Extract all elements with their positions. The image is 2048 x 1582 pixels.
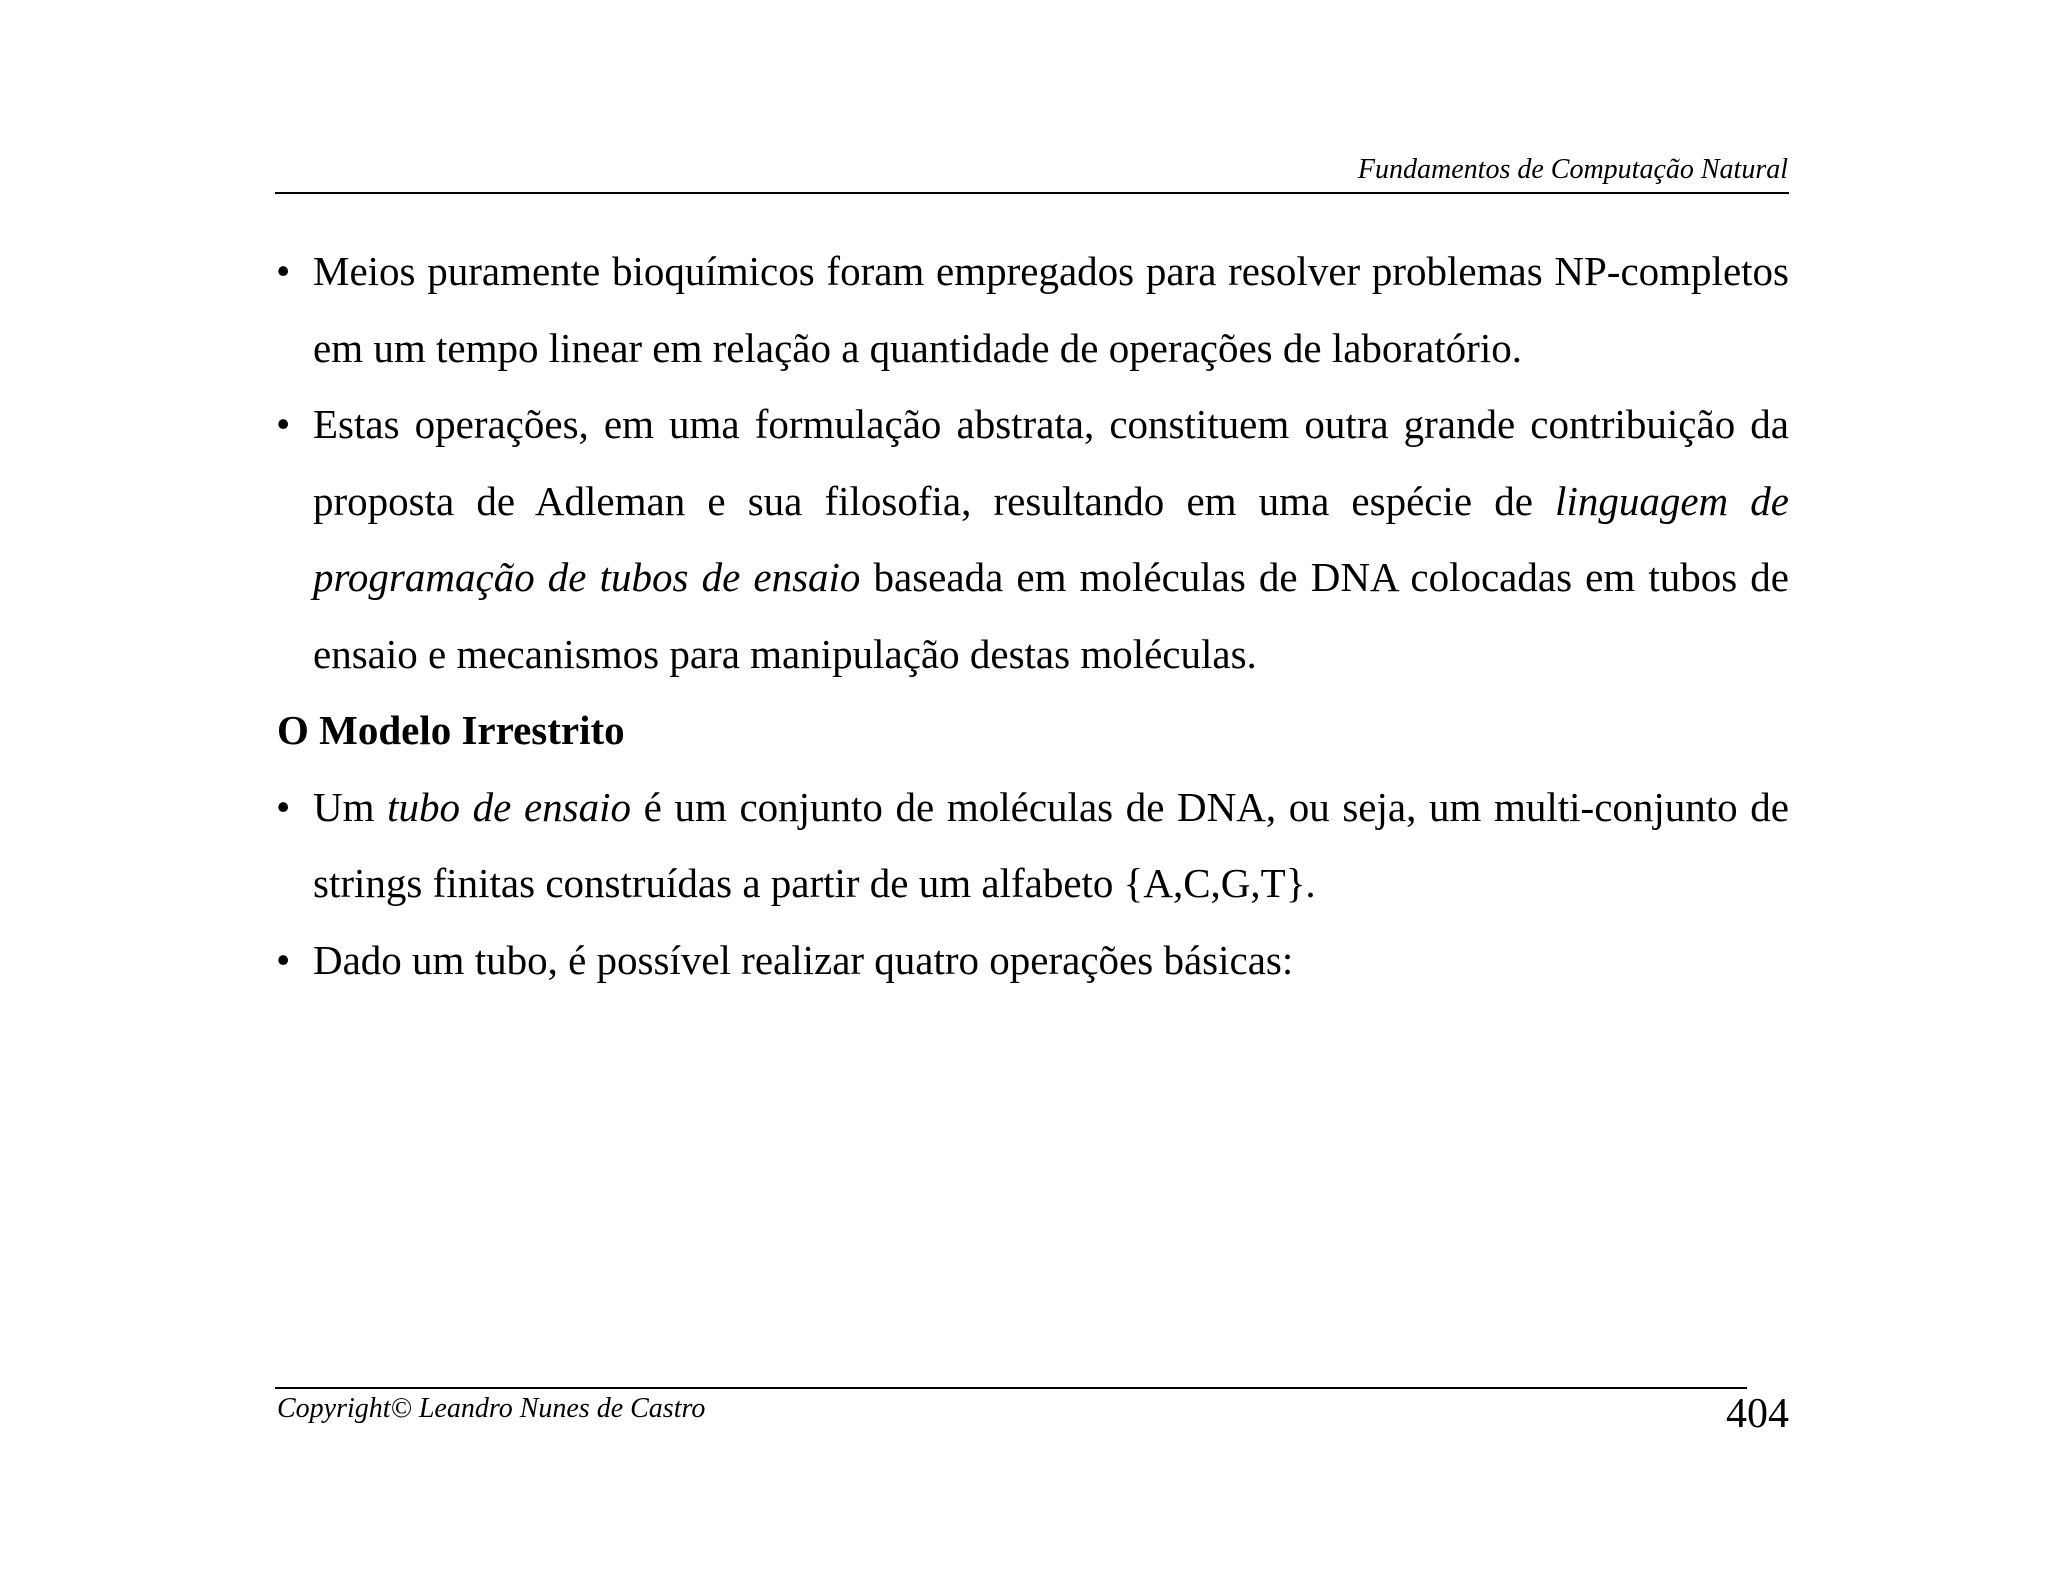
bullet-item-4 — [275, 922, 1789, 999]
bullet-marker: • — [276, 401, 291, 447]
bullet-item-3-italic-term: tubo de ensaio — [387, 783, 631, 830]
bullet-item-1 — [275, 233, 1789, 386]
bullet-marker: • — [276, 783, 291, 830]
bullet-item-2 — [275, 386, 1789, 692]
section-heading: O Modelo Irrestrito — [277, 707, 625, 753]
bullet-item-3-text-start: Um — [313, 783, 388, 830]
footer-rule — [275, 1387, 1747, 1389]
bullet-item-1-text: Meios puramente bioquímicos foram empregados para resolver problemas NP-completos em um tempo linear em relação a quantidade de operações de laboratório. — [313, 248, 1789, 371]
running-header: Fundamentos de Computação Natural — [1357, 154, 1788, 185]
bullet-item-2-text-end: baseada em moléculas de DNA colocadas em tubos de ensaio e mecanismos para manipulação destas moléculas. — [313, 554, 1789, 677]
page-number: 404 — [1726, 1391, 1789, 1437]
bullet-item-2-text-start: Estas operações, em uma formulação abstrata, constituem outra grande contribuição da proposta de Adleman e sua filosofia, resultando em uma espécie de — [313, 401, 1789, 524]
bullet-marker: • — [276, 248, 291, 294]
bullet-item-4-text: Dado um tubo, é possível realizar quatro operações básicas: — [313, 936, 1294, 983]
page-body — [275, 233, 1789, 998]
bullet-item-2-italic-term: linguagem de programação de tubos de ensaio — [313, 477, 1789, 600]
bullet-item-3-text-end: é um conjunto de moléculas de DNA, ou seja, um multi-conjunto de strings finitas construídas a partir de um alfabeto {A,C,G,T}. — [313, 783, 1789, 906]
header-rule — [275, 192, 1789, 194]
copyright-notice: Copyright© Leandro Nunes de Castro — [277, 1393, 706, 1424]
bullet-item-3 — [275, 769, 1789, 922]
bullet-marker: • — [276, 936, 291, 983]
